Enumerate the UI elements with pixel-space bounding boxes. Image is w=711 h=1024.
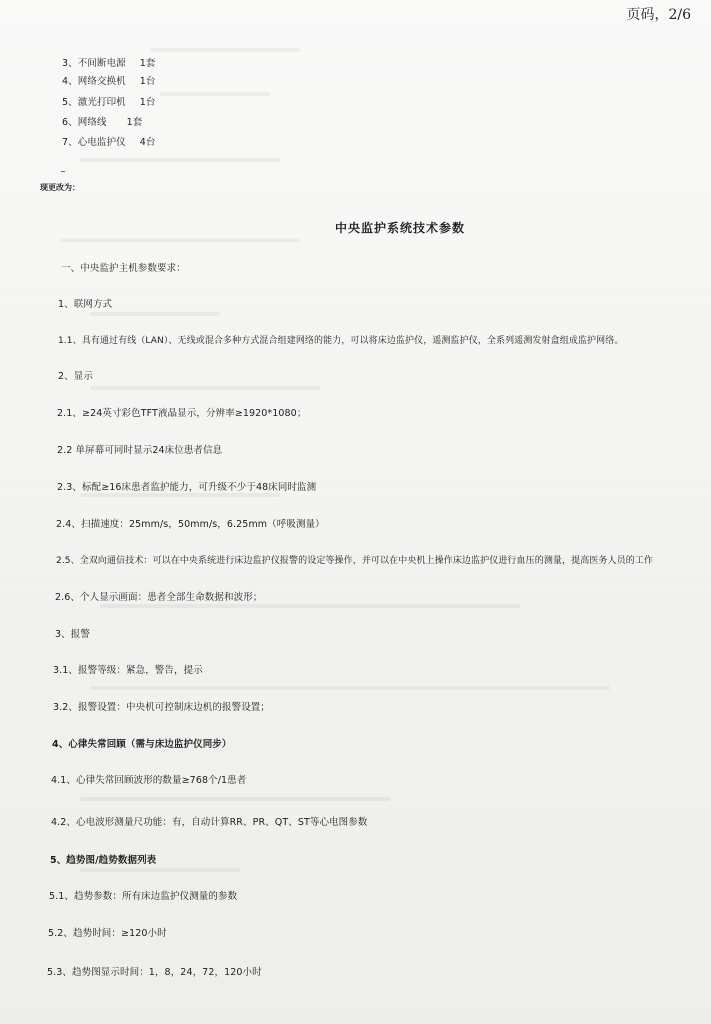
subsection-heading: 1、联网方式 [58,299,113,310]
equipment-item: 7、心电监护仪 4台 [62,137,156,148]
spec-item: 3.2、报警设置：中央机可控制床边机的报警设置； [53,702,271,713]
bleed-through [160,92,270,96]
spec-item: 2.5、全双向通信技术：可以在中央系统进行床边监护仪报警的设定等操作，并可以在中央机上操作床边监护仪进行血压的测量，提高医务人员的工作 [56,556,654,566]
spec-item: 3.1、报警等级：紧急，警告，提示 [53,665,203,676]
bleed-through [80,868,240,872]
change-note: 现更改为： [40,183,80,192]
spec-item: 4.2、心电波形测量尺功能：有，自动计算RR、PR、QT、ST等心电图参数 [51,817,368,828]
section-heading: 一、中央监护主机参数要求： [61,263,186,274]
equipment-item: 5、激光打印机 1台 [62,97,156,108]
equipment-item: 4、网络交换机 1台 [62,76,156,87]
spec-item: 5.1、趋势参数：所有床边监护仪测量的参数 [49,891,238,902]
bleed-through [90,386,320,390]
equipment-item: 3、不间断电源 1套 [62,58,156,69]
bleed-through [90,312,220,316]
spec-item: 4.1、心律失常回顾波形的数量≥768个/1患者 [51,775,247,786]
spec-item: 5.3、趋势图显示时间：1，8，24，72，120小时 [47,967,262,978]
subsection-heading: 4、心律失常回顾（需与床边监护仪同步） [52,739,232,750]
small-mark: ~ [60,168,66,176]
subsection-heading: 3、报警 [55,629,90,640]
bleed-through [60,238,300,242]
bleed-through [80,158,280,162]
document-title: 中央监护系统技术参数 [334,221,465,235]
bleed-through [90,686,610,690]
equipment-item: 6、网络线 1套 [62,117,143,128]
bleed-through [150,48,300,52]
bleed-through [80,493,280,497]
page-number: 页码，2/6 [626,7,691,23]
spec-item: 2.1、≥24英寸彩色TFT液晶显示，分辨率≥1920*1080； [57,408,307,419]
subsection-heading: 2、显示 [58,371,93,382]
spec-item: 2.6、个人显示画面：患者全部生命数据和波形； [55,592,263,603]
spec-item: 2.2 单屏幕可同时显示24床位患者信息 [57,445,223,456]
bleed-through [80,797,390,801]
spec-item: 2.4、扫描速度：25mm/s，50mm/s，6.25mm（呼吸测量） [56,519,325,530]
spec-item: 5.2、趋势时间：≥120小时 [48,928,167,939]
spec-item: 1.1、具有通过有线（LAN）、无线或混合多种方式混合组建网络的能力，可以将床边监护仪，遥测监护仪，全系列遥测发射盒组成监护网络。 [58,336,624,346]
bleed-through [100,604,520,608]
spec-item: 2.3、标配≥16床患者监护能力，可升级不少于48床同时监测 [57,482,317,493]
subsection-heading: 5、趋势图/趋势数据列表 [50,855,157,866]
